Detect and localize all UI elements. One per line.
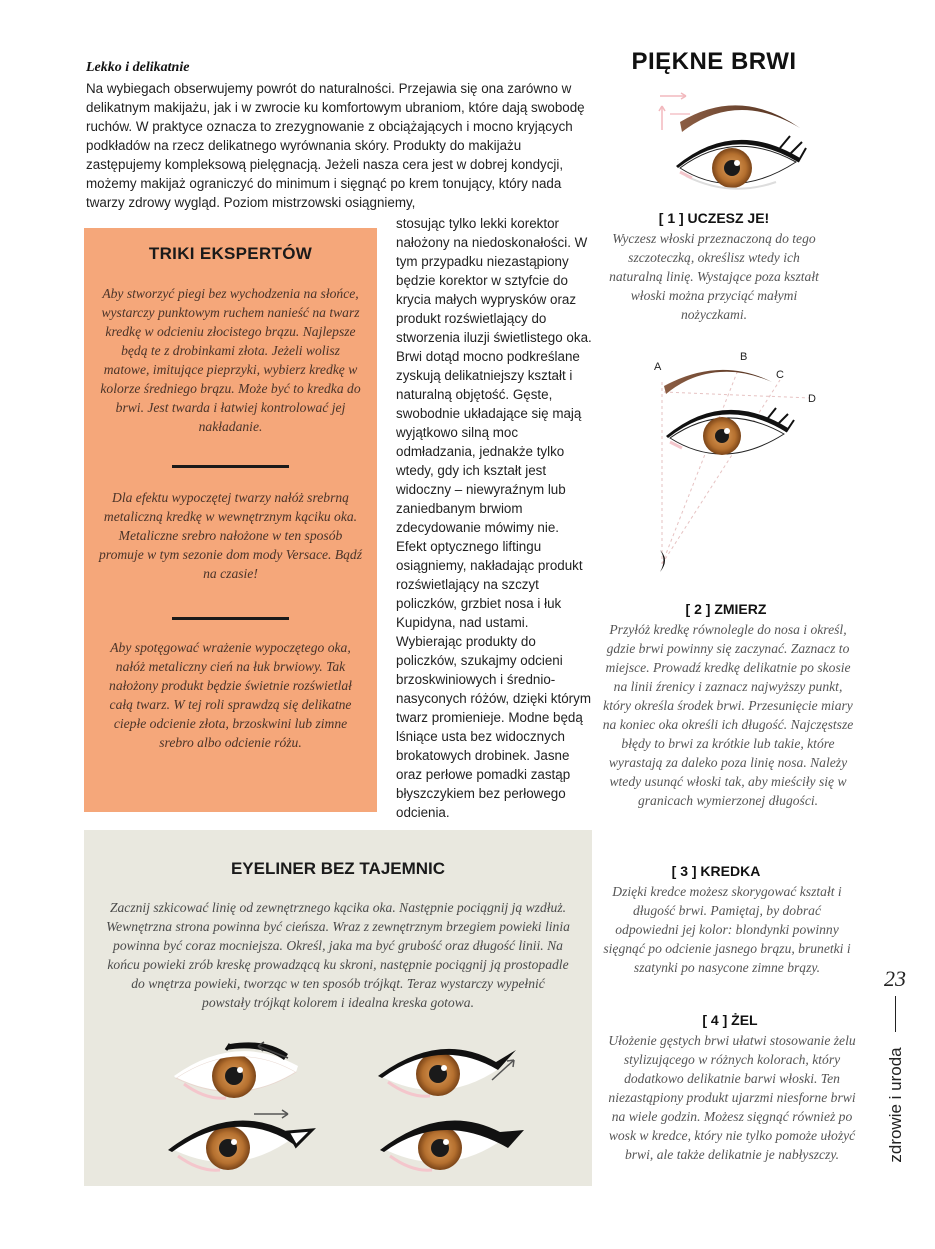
- tip-divider: [172, 617, 289, 620]
- eyeliner-paragraph: Zacznij szkicować linię od zewnętrznego kącika oka. Następnie pociągnij ją wzdłuż. Wewnętrzna strona powinna być cieńsza. Wraz z zewnętrznym brzegiem powieki linia powinna być coraz mocniejsza. Określ, jaka ma być grubość oraz długość linii. Na końcu powieki zrób kreskę prowadzącą ku skroni, następnie pociągnij ją prostopadle do wnętrza powieki, tworząc w ten sposób trójkąt. Teraz wystarczy wypełnić powstały trójkąt kolorem i idealna kreska gotowa.: [106, 900, 570, 1010]
- step-3-text: Dzięki kredce możesz skorygować kształt i długość brwi. Pamiętaj, by dobrać odpowiedni jej kolor: blondynki powinny sięgnąć po odcienie jasnego brązu, brunetki i szatynki po nasycone zimne brązy.: [603, 884, 851, 975]
- eyeliner-step-3-illustration: [160, 1102, 320, 1178]
- point-b-label: B: [740, 351, 748, 363]
- tip-divider: [172, 465, 289, 468]
- brow-measurement-diagram: [640, 342, 840, 592]
- point-a-label: A: [654, 361, 662, 373]
- step-4-text: Ułożenie gęstych brwi ułatwi stosowanie żelu stylizującego w różnych kolorach, który dodatkowo delikatnie barwi włoski. Ten niezastąpiony produkt ujarzmi niesforne brwi na wiele godzin. Możesz sięgnąć również po wosk w kredce, który nie tylko pomoże ułożyć brwi, ale także delikatnie je nabłyszczy.: [608, 1033, 856, 1162]
- step-2-title: [ 2 ] ZMIERZ: [685, 601, 767, 617]
- step-2-text: Przyłóż kredkę równolegle do nosa i określ, gdzie brwi powinny się zaczynać. Zaznacz to miejsce. Prowadź kredkę delikatnie po skosie na linii źrenicy i zaznacz najwyższy punkt, który określa środek brwi. Przesunięcie miary na koniec oka określi ich długość. Najczęstsze błędy to brwi za krótkie lub takie, które wyrastają za daleko poza linię nosa. Należy wtedy usunąć włoski tak, aby mieściły się w granicach wymierzonej długości.: [602, 622, 854, 808]
- section-label: [878, 1040, 914, 1170]
- point-d-label: D: [808, 393, 816, 405]
- step-3-title: [ 3 ] KREDKA: [671, 863, 761, 879]
- step-1-text: Wyczesz włoski przeznaczoną do tego szczoteczką, określisz wtedy ich naturalną linię. Wystające poza kształt włoski można przyciąć małymi nożyczkami.: [609, 231, 819, 322]
- intro-paragraph: Na wybiegach obserwujemy powrót do naturalności. Przejawia się ona zarówno w delikatnym makijażu, jak i w zwrocie ku komfortowym ubraniom, które dają swobodę ruchów. W praktyce oznacza to zrezygnowanie z obciążających i mocno kryjących podkładów na rzecz delikatnego wyrównania skóry. Produkty do makijażu zastępujemy kompleksową pielęgnacją. Jeżeli nasza cera jest w dobrej kondycji, możemy makijaż ograniczyć do minimum i sięgnąć po krem tonujący, który nada twarzy zdrowy wygląd. Poziom mistrzowski osiągniemy,: [86, 81, 585, 210]
- step-1-title: [ 1 ] UCZESZ JE!: [658, 210, 770, 226]
- eyeliner-step-4-illustration: [372, 1102, 532, 1178]
- expert-tip-3: Aby spotęgować wrażenie wypoczętego oka, nałóż metaliczny cień na łuk brwiowy. Tak nałożony produkt będzie świetnie rozświetlał całą twarz. W tej roli sprawdzą się delikatne ciepłe odcienie złota, brzoskwini lub zimne srebro albo odcienie różu.: [109, 640, 352, 750]
- page-number: 23: [884, 966, 906, 991]
- section-label-text: zdrowie i uroda: [886, 1047, 905, 1163]
- expert-tips-title: TRIKI EKSPERTÓW: [148, 244, 313, 263]
- expert-tip-1: Aby stworzyć piegi bez wychodzenia na słońce, wystarczy punktowym ruchem nanieść na twarz kredkę w odcieniu złocistego brązu. Najlepsze będą te z drobinkami złota. Jeżeli wolisz matowe, imitujące pieprzyki, wybierz kredkę w kolorze średniego brązu. Może być to kredka do brwi. Jest twarda i łatwiej kontrolować jej nakładanie.: [100, 286, 361, 434]
- page-number-divider: [895, 996, 896, 1032]
- intro-heading: Lekko i delikatnie: [86, 60, 190, 75]
- main-column-paragraph: stosując tylko lekki korektor nałożony na niedoskonałości. W tym przypadku niezastąpiony będzie korektor w sztyfcie do krycia małych wyprysków oraz produkt rozświetlający do stworzenia iluzji świetlistego oka. Brwi dotąd mocno podkreślane zyskują delikatniejszy kształt i naturalną objętość. Gęste, swobodnie układające się mają wyjątkowo silną moc odmładzania, jednakże tylko wtedy, gdy ich kształt jest widoczny – niewyraźnym lub zaniedbanym brwiom zdecydowanie mówimy nie. Efekt optycznego liftingu osiągniemy, nakładając produkt rozświetlający na szczyt policzków, grzbiet nosa i łuk Kupidyna, nad ustami. Wybierając produkty do policzków, szukajmy odcieni brzoskwiniowych i średnionasyconych różów, dzięki którym twarz promienieje. Modne będą lśniące usta bez widocznych brokatowych drobinek. Jasne oraz perłowe pomadki zastąp błyszczykiem bez perłowego odcienia.: [396, 216, 592, 820]
- eyeliner-title: EYELINER BEZ TAJEMNIC: [230, 859, 446, 878]
- brow-brushing-illustration: [650, 92, 810, 204]
- expert-tip-2: Dla efektu wypoczętej twarzy nałóż srebrną metaliczną kredkę w wewnętrznym kąciku oka. Metaliczne srebro nałożone w ten sposób promuje w tym sezonie dom mody Versace. Bądź na czasie!: [98, 490, 363, 581]
- eyeliner-box: [84, 830, 592, 1186]
- eyeliner-step-2-illustration: [370, 1030, 520, 1106]
- point-c-label: C: [776, 369, 784, 381]
- expert-tips-box: [84, 228, 377, 812]
- step-4-title: [ 4 ] ŻEL: [702, 1012, 758, 1028]
- brows-title: PIĘKNE BRWI: [631, 48, 797, 75]
- eyeliner-step-1-illustration: [166, 1036, 316, 1106]
